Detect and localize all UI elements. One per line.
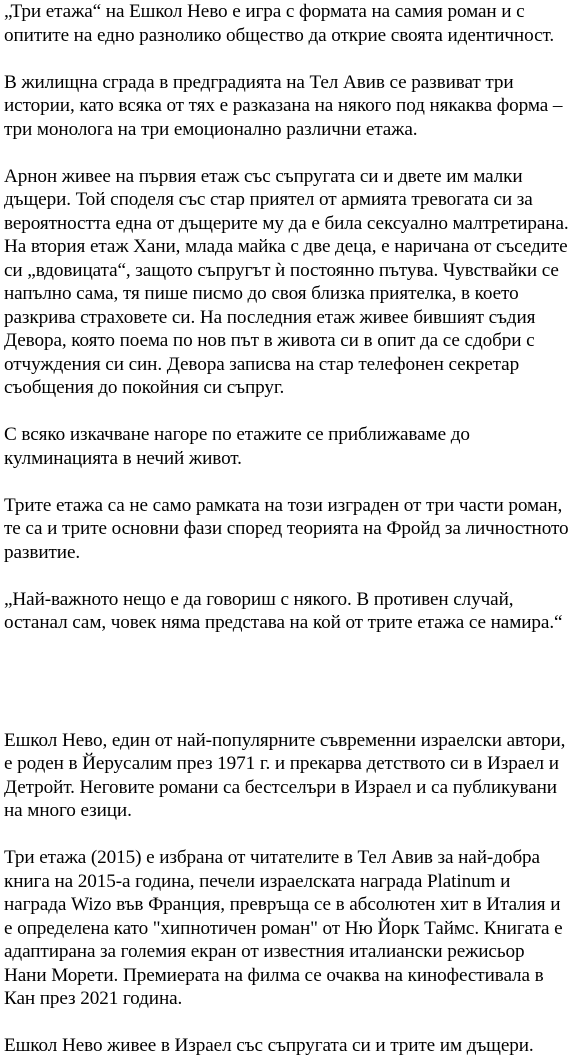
quote-paragraph: „Най-важното нещо е да говориш с някого. В противен случай, останал сам, човек няма представа на кой от трите етажа се намира.“ bbox=[4, 588, 563, 633]
ascent-paragraph: С всяко изкачване нагоре по етажите се приближаваме до кулминацията в нечий живот. bbox=[4, 424, 470, 469]
paragraph-spacer bbox=[4, 564, 580, 588]
paragraph-spacer bbox=[4, 470, 580, 494]
awards-paragraph: Три етажа (2015) е избрана от читателите в Тел Авив за най-добра книга на 2015-а година, печели израелската награда Platinum и награда Wizo във Франция, превръща се в абсолютен хит в Италия и е определена като "хипнотичен роман" от Ню Йорк Таймс. Книгата е адаптирана за големия екран от известния италиански режисьор Нани Морети. Премиерата на филма се очаква на кинофестивала в Кан през 2021 година. bbox=[4, 847, 563, 1009]
paragraph-spacer bbox=[4, 47, 580, 71]
paragraph-spacer bbox=[4, 141, 580, 165]
setting-paragraph: В жилищна сграда в предградията на Тел Авив се развиват три истории, като всяка от тях е разказана на някого под някаква форма – три монолога на три емоционално различни етажа. bbox=[4, 71, 563, 140]
floors-paragraph: Арнон живее на първия етаж със съпругата си и двете им малки дъщери. Той споделя със стар приятел от армията тревогата си за вероятността една от дъщерите му да е била сексуално малтретирана. На втория етаж Хани, млада майка с две деца, е наричана от съседите си „вдовицата“, защото съпругът ѝ постоянно пътува. Чувствайки се напълно сама, тя пише писмо до своя близка приятелка, в което разкрива страховете си. На последния етаж живее бившият съдия Девора, която поема по нов път в живота си в опит да се сдобри с отчуждения си син. Девора записва на стар телефонен секретар съобщения до покойния си съпруг. bbox=[4, 165, 569, 398]
paragraph-spacer bbox=[4, 1011, 580, 1035]
section-spacer bbox=[4, 635, 580, 729]
intro-paragraph: „Три етажа“ на Ешкол Нево е игра с формата на самия роман и с опитите на едно разнолико общество да открие своята идентичност. bbox=[4, 1, 555, 46]
author-bio-paragraph: Ешкол Нево, един от най-популярните съвременни израелски автори, е роден в Йерусалим през 1971 г. и прекарва детството си в Израел и Детройт. Неговите романи са бестселъри в Израел и са публикувани на много езици. bbox=[4, 729, 566, 821]
paragraph-spacer bbox=[4, 400, 580, 424]
paragraph-spacer bbox=[4, 823, 580, 847]
document-page bbox=[4, 0, 580, 1058]
family-paragraph: Ешкол Нево живее в Израел със съпругата си и трите им дъщери. bbox=[4, 1035, 534, 1056]
freud-paragraph: Трите етажа са не само рамката на този изграден от три части роман, те са и трите основни фази според теорията на Фройд за личностното развитие. bbox=[4, 494, 569, 563]
